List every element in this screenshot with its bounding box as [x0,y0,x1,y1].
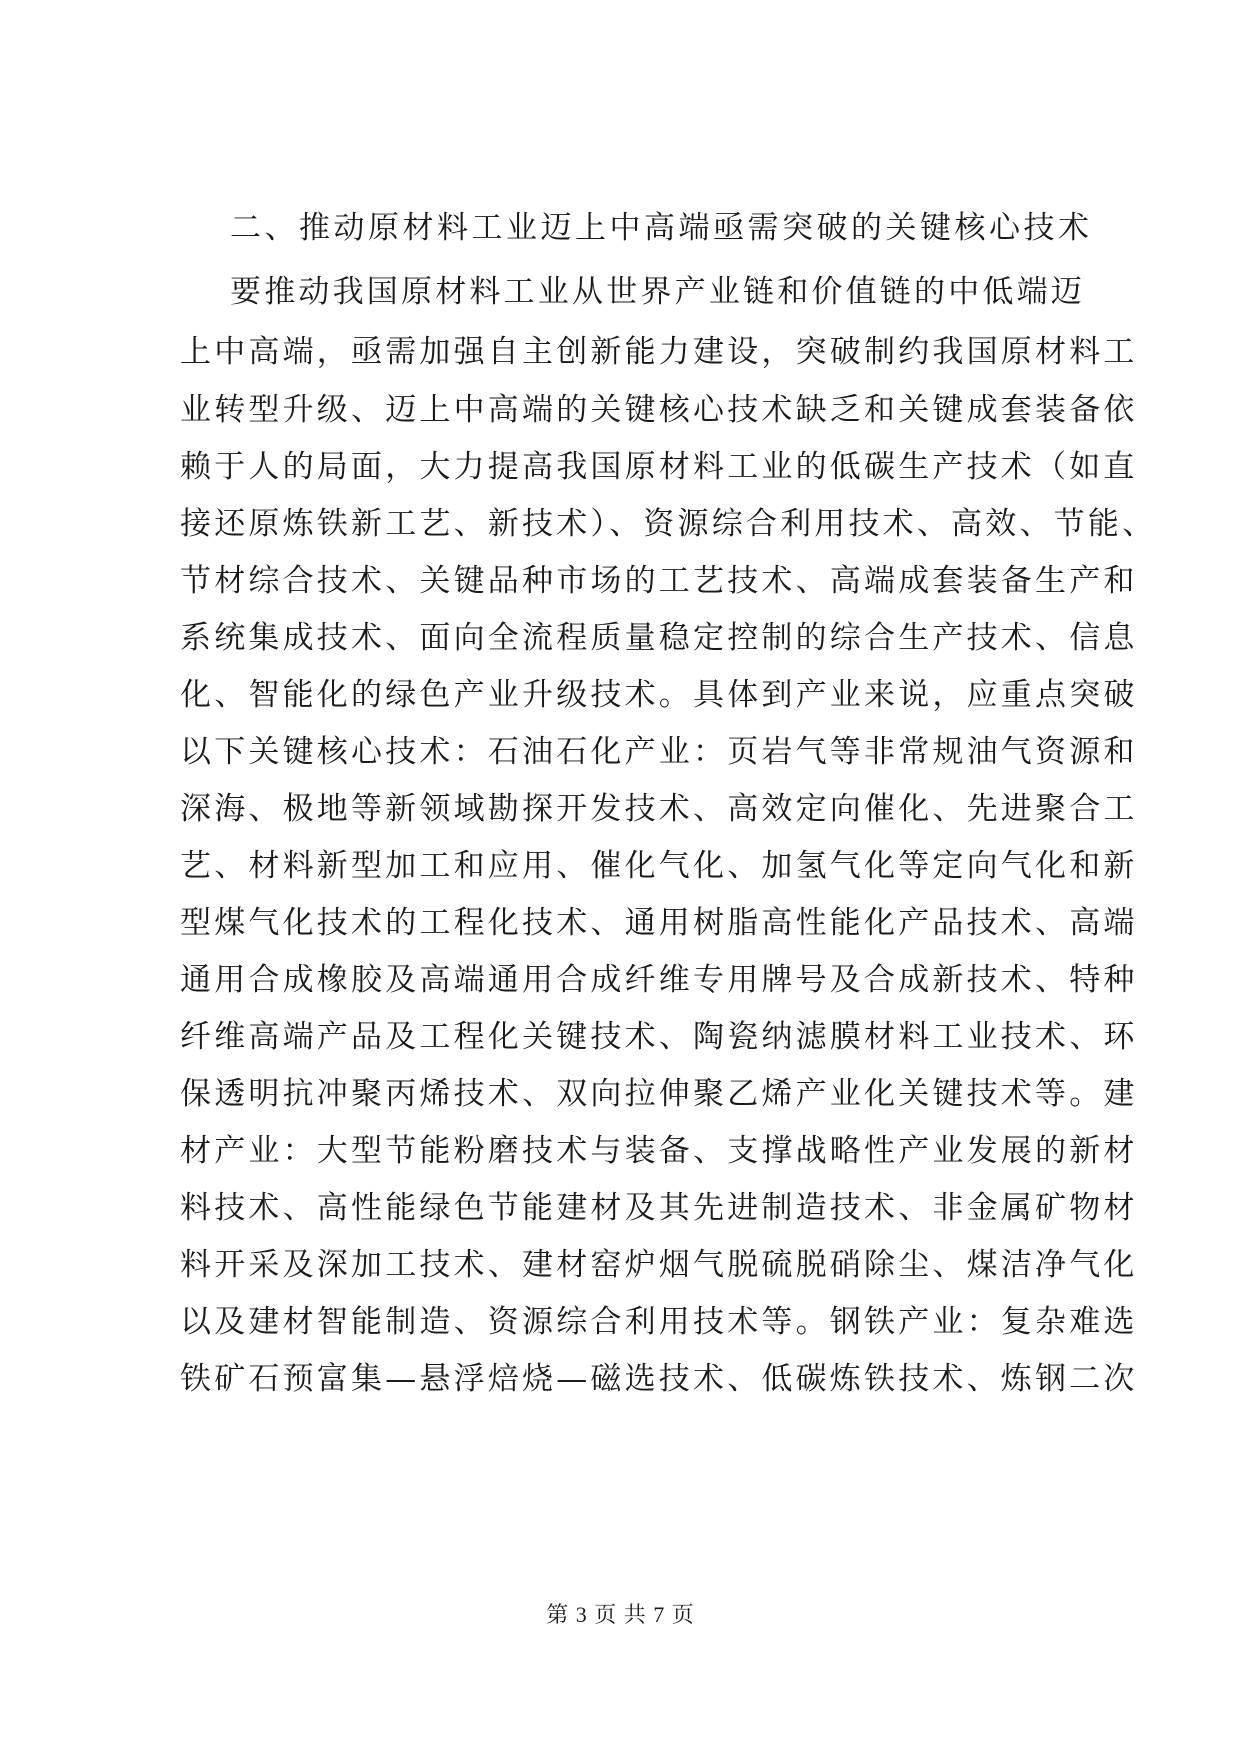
paragraph-line: 接还原炼铁新工艺、新技术）、资源综合利用技术、高效、节能、 [180,506,1157,542]
paragraph-line: 料开采及深加工技术、建材窑炉烟气脱硫脱硝除尘、煤洁净气化 [180,1247,1138,1283]
paragraph-line: 上中高端，亟需加强自主创新能力建设，突破制约我国原材料工 [180,334,1138,370]
paragraph-line: 化、智能化的绿色产业升级技术。具体到产业来说，应重点突破 [180,677,1138,713]
paragraph-line: 赖于人的局面，大力提高我国原材料工业的低碳生产技术（如直 [180,449,1138,485]
paragraph-line: 业转型升级、迈上中高端的关键核心技术缺乏和关键成套装备依 [180,392,1138,428]
paragraph-line: 材产业：大型节能粉磨技术与装备、支撑战略性产业发展的新材 [180,1133,1138,1169]
paragraph-line: 节材综合技术、关键品种市场的工艺技术、高端成套装备生产和 [180,563,1138,599]
paragraph-line: 料技术、高性能绿色节能建材及其先进制造技术、非金属矿物材 [180,1190,1138,1226]
paragraph-line: 通用合成橡胶及高端通用合成纤维专用牌号及合成新技术、特种 [180,962,1138,998]
paragraph-line: 型煤气化技术的工程化技术、通用树脂高性能化产品技术、高端 [180,905,1138,941]
paragraph-line: 纤维高端产品及工程化关键技术、陶瓷纳滤膜材料工业技术、环 [180,1019,1138,1055]
page-number: 第 3 页 共 7 页 [546,1602,695,1627]
paragraph-line: 保透明抗冲聚丙烯技术、双向拉伸聚乙烯产业化关键技术等。建 [180,1076,1138,1112]
paragraph-line: 铁矿石预富集—悬浮焙烧—磁选技术、低碳炼铁技术、炼钢二次 [180,1361,1138,1397]
paragraph-line: 要推动我国原材料工业从世界产业链和价值链的中低端迈 [230,274,1085,310]
paragraph-line: 以下关键核心技术：石油石化产业：页岩气等非常规油气资源和 [180,734,1138,770]
paragraph-line: 深海、极地等新领域勘探开发技术、高效定向催化、先进聚合工 [180,791,1138,827]
section-heading: 二、推动原材料工业迈上中高端亟需突破的关键核心技术 [230,210,1093,246]
paragraph-line: 系统集成技术、面向全流程质量稳定控制的综合生产技术、信息 [180,620,1138,656]
paragraph-line: 以及建材智能制造、资源综合利用技术等。钢铁产业：复杂难选 [180,1304,1138,1340]
paragraph-line: 艺、材料新型加工和应用、催化气化、加氢气化等定向气化和新 [180,848,1138,884]
